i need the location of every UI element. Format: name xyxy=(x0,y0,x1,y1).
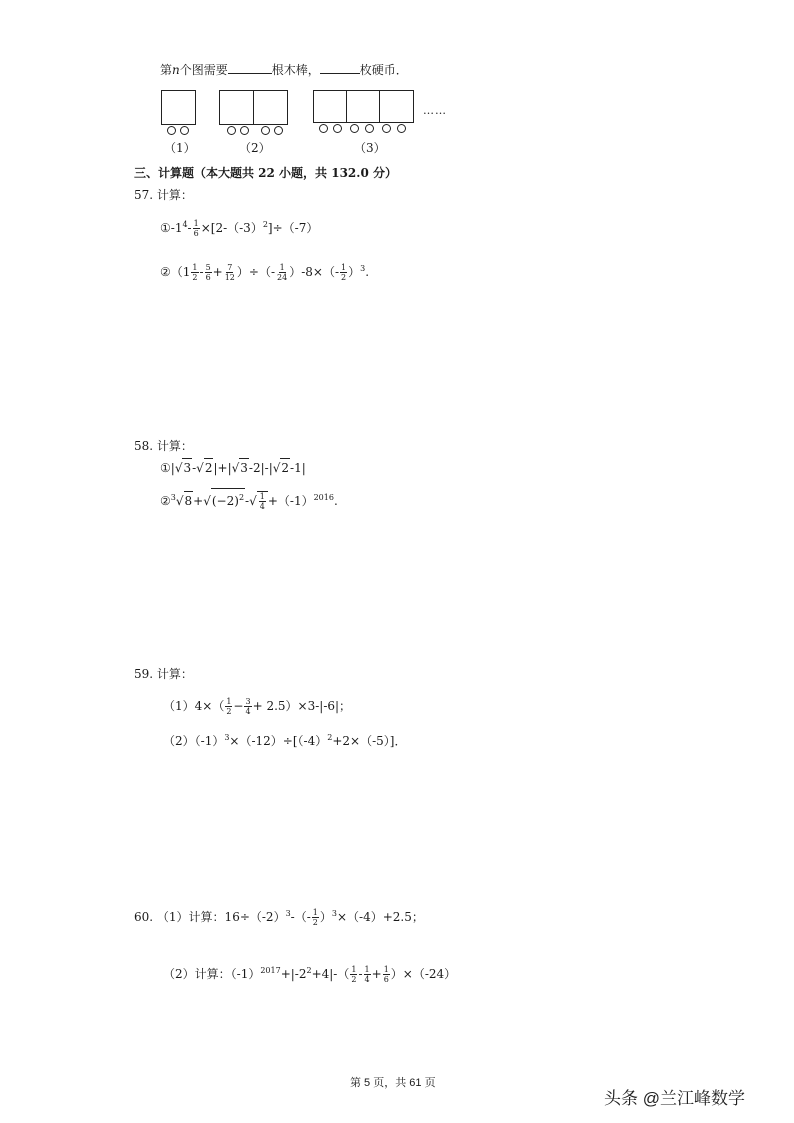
q60-item1-sup1: 3 xyxy=(285,909,291,918)
fraction-num: 1 xyxy=(259,492,265,501)
q60-item2-sup1: 2017 xyxy=(260,966,281,975)
q56-text-d: 枚硬币． xyxy=(359,63,408,77)
fraction-den: 6 xyxy=(193,229,199,238)
fraction-num: 1 xyxy=(193,219,199,228)
sqrt-radicand: 3 xyxy=(182,458,192,477)
fraction-num: 1 xyxy=(341,263,347,272)
q59-item1-b: + 2.5）×3-|-6|； xyxy=(252,699,352,713)
figure-ellipsis: …… xyxy=(423,104,447,117)
q60-item2-sup2: 2 xyxy=(306,966,312,975)
q58-item1-c: -2|-| xyxy=(248,461,273,475)
fraction-den: 4 xyxy=(364,975,370,984)
fraction-den: 2 xyxy=(312,918,318,927)
q57-item1-minus: - xyxy=(187,221,192,235)
section-title: 三、计算题（本大题共 22 小题，共 132.0 分） xyxy=(134,166,397,180)
fraction-den: 6 xyxy=(205,273,211,282)
q57-item2-c: ）-8×（- xyxy=(289,265,340,279)
q57-item1-c: ]÷（-7） xyxy=(267,221,319,235)
q58-number: 58. xyxy=(134,439,154,453)
figure-2-divider xyxy=(253,90,254,124)
q59-item2-sup1: 3 xyxy=(224,733,230,742)
q60-item1-sup2: 3 xyxy=(331,909,337,918)
q57-prompt: 计算： xyxy=(156,188,193,202)
q56-blank-sticks xyxy=(228,61,272,74)
fraction xyxy=(191,263,198,282)
q60-item2-p1: + xyxy=(371,967,382,981)
q57-item1-sup: 4 xyxy=(182,220,188,229)
watermark: 头条 @兰江峰数学 xyxy=(604,1089,745,1108)
q57-item2-d: ） xyxy=(348,265,361,279)
q59-item2-b: ×（-12）÷[（-4） xyxy=(229,734,328,748)
q60-item2-m1: - xyxy=(358,967,363,981)
q59-item2-c: +2×（-5）]． xyxy=(332,734,407,748)
q59-item1 xyxy=(163,697,351,716)
q59-number: 59. xyxy=(134,667,154,681)
figure-1-label: （1） xyxy=(164,141,196,155)
coin-icon xyxy=(261,126,270,135)
figure-3-divider xyxy=(346,90,347,122)
q57-item2-e: . xyxy=(365,265,370,279)
fraction-num: 1 xyxy=(279,263,285,272)
sqrt-radicand xyxy=(211,488,245,510)
q58-item1-b: |+| xyxy=(213,461,232,475)
q56-text-a: 第 xyxy=(160,63,173,77)
coin-icon xyxy=(180,126,189,135)
figure-1-box xyxy=(161,90,196,125)
sqrt-radicand: 8 xyxy=(184,491,194,510)
q58-item2-a: ② xyxy=(160,494,171,508)
fraction-den: 6 xyxy=(383,975,389,984)
sqrt-radicand xyxy=(257,491,268,511)
fraction xyxy=(350,965,357,984)
q58-item1: ①|√3-√2|+|√3-2|-|√2-1| xyxy=(160,458,306,477)
q57-item2-p1: + xyxy=(212,265,223,279)
q59-item1-a: （1）4×（ xyxy=(163,699,225,713)
q57-item2-b: ）÷（- xyxy=(236,265,276,279)
fraction-num: 5 xyxy=(205,263,211,272)
q58-item2-b: +（-1） xyxy=(267,494,314,508)
q57-item2 xyxy=(160,260,369,282)
fraction xyxy=(225,697,232,716)
q56-blank-coins xyxy=(320,61,360,74)
fraction xyxy=(276,263,288,282)
q57-item1 xyxy=(160,216,318,238)
q57-item2-a: ②（1 xyxy=(160,265,191,279)
q57-header xyxy=(134,186,193,204)
fraction-num: 1 xyxy=(364,965,370,974)
sqrt-radicand: 2 xyxy=(204,458,214,477)
fraction-den: 2 xyxy=(341,273,347,282)
q60-item2 xyxy=(163,962,456,984)
fraction xyxy=(383,965,390,984)
q59-header xyxy=(134,665,193,683)
figure-3-label: （3） xyxy=(354,141,386,155)
fraction-den: 24 xyxy=(277,273,288,282)
coin-icon xyxy=(319,124,328,133)
q59-item1-m1: − xyxy=(233,699,244,713)
q60-item2-d: ）×（-24） xyxy=(390,967,457,981)
fraction-den: 2 xyxy=(192,273,198,282)
q60-item2-a: （2）计算：（-1） xyxy=(163,967,261,981)
coin-icon xyxy=(365,124,374,133)
fraction-num: 1 xyxy=(226,697,232,706)
fraction-den: 4 xyxy=(259,502,265,511)
fraction xyxy=(193,219,200,238)
q59-prompt: 计算： xyxy=(156,667,193,681)
fraction-den: 12 xyxy=(224,273,235,282)
q60-item1-d: ×（-4）+2.5； xyxy=(337,910,424,924)
coin-icon xyxy=(240,126,249,135)
q57-item1-sup2: 2 xyxy=(262,220,268,229)
q57-item1-a: ①-1 xyxy=(160,221,183,235)
sqrt-radicand-sup: 2 xyxy=(238,493,245,502)
q58-header xyxy=(134,437,193,455)
coin-icon xyxy=(274,126,283,135)
q57-item2-m1: - xyxy=(199,265,204,279)
fraction xyxy=(340,263,347,282)
q60-item1 xyxy=(134,905,424,927)
page-footer: 第 5 页，共 61 页 xyxy=(350,1077,436,1089)
q58-item2: $②^3√8+√(-2)^2-√$ $\frac{1}{4}$ $+(-1)^{2016}$. xyxy=(160,488,338,511)
q60-number: 60. xyxy=(134,910,154,924)
q58-item2-c: . xyxy=(333,494,338,508)
q58-item2-p1: + xyxy=(193,494,204,508)
q60-item1-a: （1）计算：16÷（-2） xyxy=(156,910,286,924)
q56-text-line xyxy=(160,61,408,79)
sqrt-radicand: 2 xyxy=(280,458,290,477)
fraction xyxy=(364,965,371,984)
q58-prompt: 计算： xyxy=(156,439,193,453)
sqrt-radicand-base: (−2) xyxy=(211,494,239,508)
figure-3-box xyxy=(313,90,414,123)
coin-icon xyxy=(333,124,342,133)
figure-2-label: （2） xyxy=(239,141,271,155)
coin-icon xyxy=(382,124,391,133)
q60-item1-c: ） xyxy=(319,910,332,924)
q57-item2-sup: 3 xyxy=(360,264,366,273)
q60-item2-c: +4|-（ xyxy=(311,967,350,981)
fraction-num: 1 xyxy=(192,263,198,272)
q56-text-c: 根木棒， xyxy=(271,63,320,77)
q58-item1-m1: - xyxy=(192,461,197,475)
q57-item1-b: ×[2-（-3） xyxy=(200,221,263,235)
fraction-num: 1 xyxy=(383,965,389,974)
root-index: 3 xyxy=(170,493,176,502)
coin-icon xyxy=(397,124,406,133)
figure-3-divider xyxy=(379,90,380,122)
q59-item2-sup2: 2 xyxy=(327,733,333,742)
fraction-num: 7 xyxy=(227,263,233,272)
q58-item2-m1: - xyxy=(245,494,250,508)
q58-item2-sup: 2016 xyxy=(313,493,334,502)
fraction xyxy=(244,697,251,716)
q58-item1-a: ①| xyxy=(160,461,175,475)
q57-number: 57. xyxy=(134,188,154,202)
fraction-num: 1 xyxy=(351,965,357,974)
fraction-num: 1 xyxy=(312,908,318,917)
q56-text-b: 个图需要 xyxy=(179,63,228,77)
fraction-den: 2 xyxy=(351,975,357,984)
fraction-num: 3 xyxy=(245,697,251,706)
sqrt-radicand: 3 xyxy=(239,458,249,477)
fraction xyxy=(205,263,212,282)
fraction xyxy=(224,263,236,282)
fraction xyxy=(312,908,319,927)
fraction xyxy=(259,492,266,511)
q60-item2-b: +|-2 xyxy=(280,967,307,981)
fraction-den: 4 xyxy=(245,707,251,716)
coin-icon xyxy=(350,124,359,133)
q59-item2-a: （2）（-1） xyxy=(163,734,225,748)
q56-var-n: n xyxy=(172,63,180,77)
fraction-den: 2 xyxy=(226,707,232,716)
q60-item1-b: -（- xyxy=(290,910,311,924)
coin-icon xyxy=(167,126,176,135)
coin-icon xyxy=(227,126,236,135)
q58-item1-d: -1| xyxy=(290,461,306,475)
q59-item2 xyxy=(163,729,406,750)
